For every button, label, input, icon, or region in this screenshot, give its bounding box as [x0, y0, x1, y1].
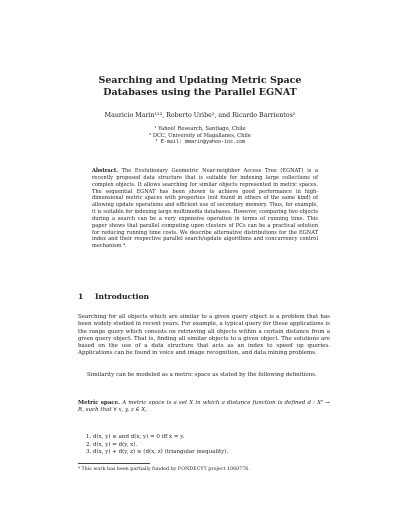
title-line-1: Searching and Updating Metric Space	[98, 75, 302, 86]
author-list: Mauricio Marin¹²³, Roberto Uribe², and Ricardo Barrientos²	[104, 112, 296, 119]
section-heading	[78, 292, 149, 301]
intro-paragraph-1: Searching for all objects which are similar to a given query object is a problem that has been widely studied in recent years. For example, a typical query for these applications is the range query which consists on retrieving all objects within a certain distance from a given query object. That is, finding all similar objects to a given object. The solutions are based on the use of a data structure that acts as an index to speed up queries. Applications can be found in voice and image recognition, and data mining problems.	[78, 314, 330, 357]
abstract-text: The Evolutionary Geometric Near-neighbor Access Tree (EGNAT) is a recently proposed data structure that is suitable for indexing large collections of complex objects. It allows searching for similar objects represented in metric spaces. The sequential EGNAT has been shown to achieve good performance in high-dimensional metric spaces with properties (not found in others of the same kind) of allowing update operations and efficient use of secondary memory. Thus, for example, it is suitable for indexing large multimedia databases. However, comparing two objects during a search can be a very expensive operation in terms of running time. This paper shows that parallel computing upon clusters of PCs can be a practical solution for reducing running time costs. We describe alternative distributions for the EGNAT index and their respective parallel search/update algorithms and concurrency control mechanism ⁴.	[92, 168, 318, 250]
section-title: Introduction	[95, 292, 150, 301]
metric-space-label: Metric space.	[78, 400, 121, 406]
affiliations	[60, 126, 340, 146]
intro-paragraph-2: Similarity can be modeled as a metric space as stated by the following definitions.	[87, 372, 317, 378]
list-item: 2. d(x, y) = d(y, x).	[86, 441, 138, 448]
metric-space-text: A metric space is a set X in which a distance function is defined d : X² → R, such that ∀ x, y, z ∈ X,	[78, 400, 330, 414]
affiliation-2: ² DCC, University of Magallanes, Chile	[149, 132, 251, 139]
footnote: ⁴ This work has been partially funded by FONDECYT project 1060776.	[78, 467, 250, 472]
affiliation-3: ³ E-mail: mmarin@yahoo-inc.com	[154, 139, 246, 146]
metric-space-definition	[78, 400, 330, 415]
paper-title	[40, 75, 360, 99]
section-number: 1	[78, 292, 84, 301]
abstract-label: Abstract.	[92, 168, 118, 174]
axiom-list	[86, 434, 326, 457]
affiliation-1: ¹ Yahoo! Research, Santiago, Chile	[154, 126, 246, 132]
footnote-divider	[78, 463, 150, 464]
title-line-2: Databases using the Parallel EGNAT	[103, 87, 297, 98]
list-item: 3. d(x, y) + d(y, z) ≥ (d(x, z) (triangular inequality).	[86, 449, 229, 456]
list-item: 1. d(x, y) ≥ and d(x, y) = 0 iff x = y.	[86, 434, 185, 440]
abstract	[92, 168, 318, 250]
